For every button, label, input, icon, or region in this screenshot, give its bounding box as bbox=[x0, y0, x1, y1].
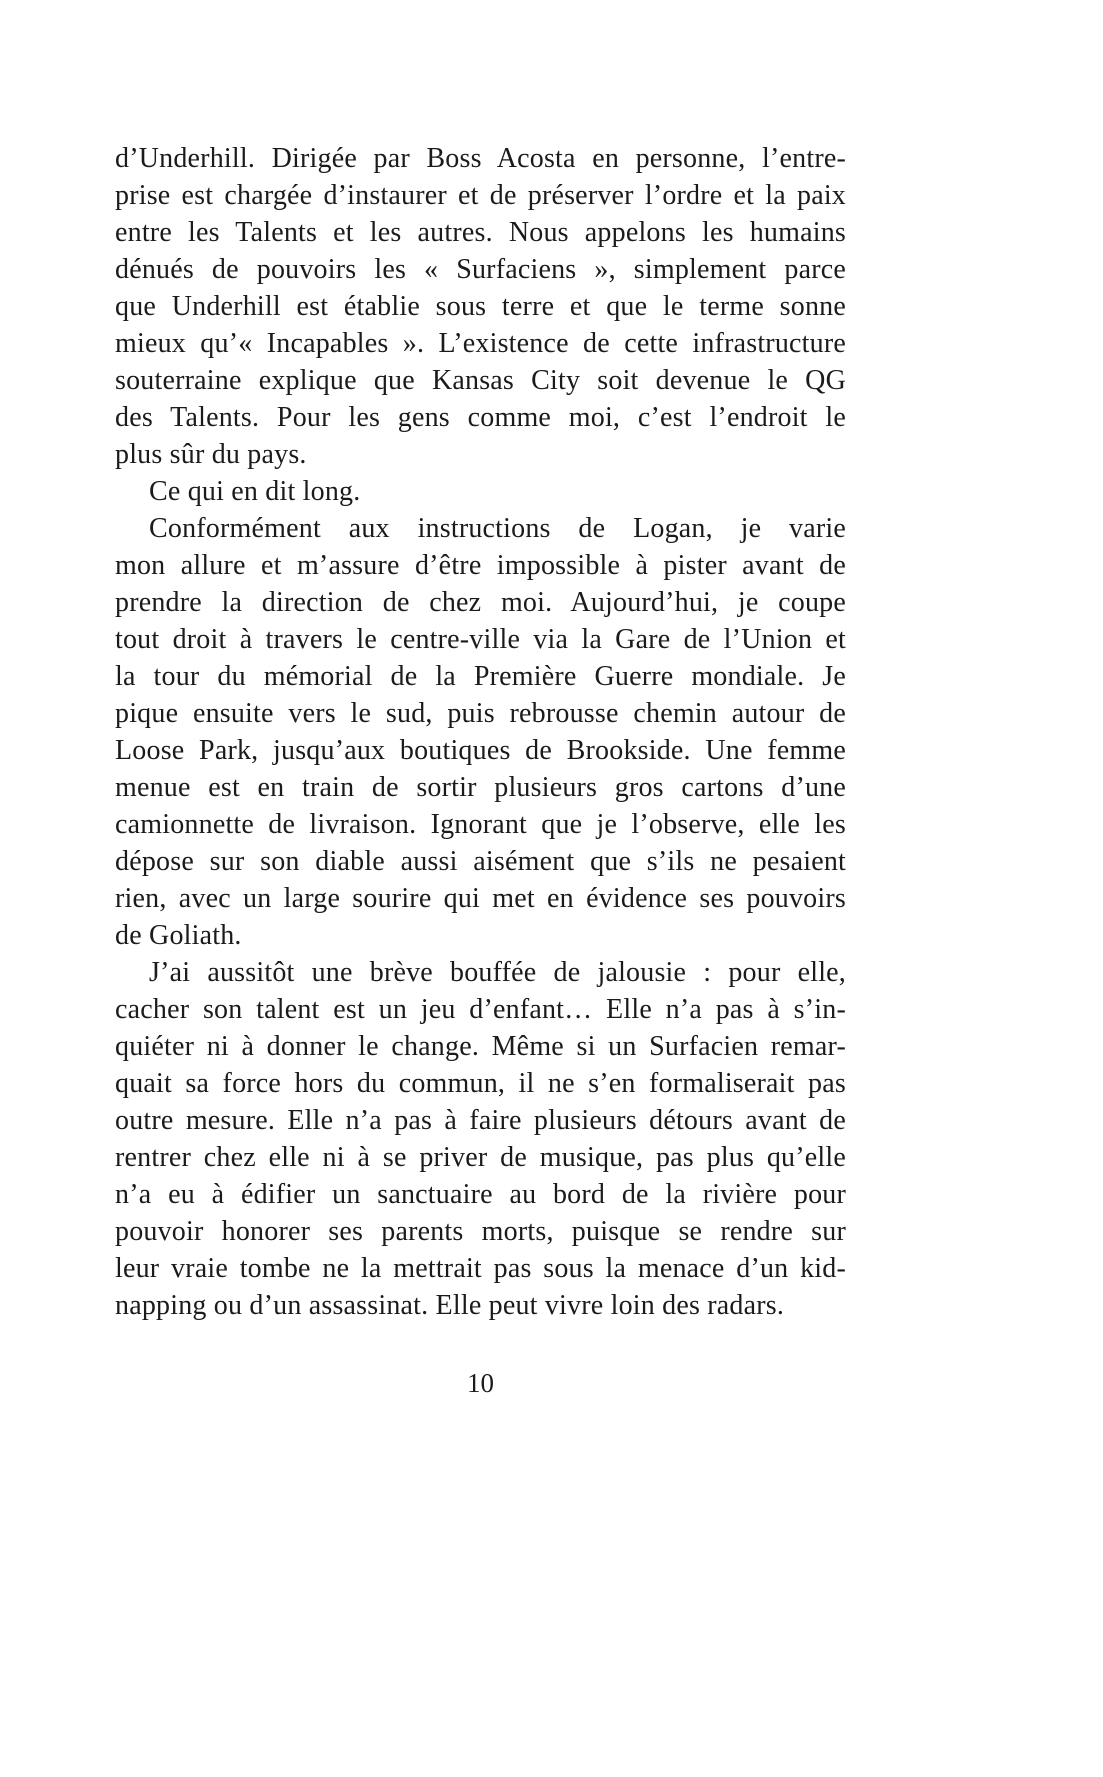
text-line: pouvoir honorer ses parents morts, puisque se rendre sur bbox=[115, 1216, 846, 1247]
text-line: d’Underhill. Dirigée par Boss Acosta en personne, l’entre- bbox=[115, 143, 846, 174]
text-line: des Talents. Pour les gens comme moi, c’est l’endroit le bbox=[115, 402, 846, 433]
paragraph bbox=[115, 140, 846, 473]
text-line: camionnette de livraison. Ignorant que je l’observe, elle les bbox=[115, 809, 846, 840]
text-line: plus sûr du pays. bbox=[115, 439, 307, 470]
text-line: menue est en train de sortir plusieurs gros cartons d’une bbox=[115, 772, 846, 803]
text-line: J’ai aussitôt une brève bouffée de jalousie : pour elle, bbox=[149, 957, 846, 988]
text-line: souterraine explique que Kansas City soit devenue le QG bbox=[115, 365, 846, 396]
text-line: de Goliath. bbox=[115, 920, 242, 951]
text-line: Loose Park, jusqu’aux boutiques de Brookside. Une femme bbox=[115, 735, 846, 766]
text-line: rien, avec un large sourire qui met en évidence ses pouvoirs bbox=[115, 883, 846, 914]
text-line: Ce qui en dit long. bbox=[149, 476, 361, 507]
text-line: quait sa force hors du commun, il ne s’en formaliserait pas bbox=[115, 1068, 846, 1099]
paragraph bbox=[115, 954, 846, 1324]
text-line: que Underhill est établie sous terre et que le terme sonne bbox=[115, 291, 846, 322]
text-line: mieux qu’« Incapables ». L’existence de cette infrastructure bbox=[115, 328, 846, 359]
text-line: leur vraie tombe ne la mettrait pas sous la menace d’un kid- bbox=[115, 1253, 846, 1284]
paragraph bbox=[115, 510, 846, 954]
text-line: rentrer chez elle ni à se priver de musique, pas plus qu’elle bbox=[115, 1142, 846, 1173]
text-line: tout droit à travers le centre-ville via la Gare de l’Union et bbox=[115, 624, 846, 655]
text-line: Conformément aux instructions de Logan, je varie bbox=[149, 513, 846, 544]
text-line: napping ou d’un assassinat. Elle peut vivre loin des radars. bbox=[115, 1290, 785, 1321]
text-line: outre mesure. Elle n’a pas à faire plusieurs détours avant de bbox=[115, 1105, 846, 1136]
text-line: n’a eu à édifier un sanctuaire au bord de la rivière pour bbox=[115, 1179, 846, 1210]
text-line: la tour du mémorial de la Première Guerre mondiale. Je bbox=[115, 661, 846, 692]
text-block bbox=[115, 140, 846, 1324]
text-line: quiéter ni à donner le change. Même si un Surfacien remar- bbox=[115, 1031, 846, 1062]
text-line: dépose sur son diable aussi aisément que s’ils ne pesaient bbox=[115, 846, 846, 877]
paragraph bbox=[115, 473, 846, 510]
text-line: prise est chargée d’instaurer et de préserver l’ordre et la paix bbox=[115, 180, 846, 211]
text-line: prendre la direction de chez moi. Aujourd’hui, je coupe bbox=[115, 587, 846, 618]
text-line: cacher son talent est un jeu d’enfant… Elle n’a pas à s’in- bbox=[115, 994, 846, 1025]
text-line: entre les Talents et les autres. Nous appelons les humains bbox=[115, 217, 846, 248]
text-line: dénués de pouvoirs les « Surfaciens », simplement parce bbox=[115, 254, 846, 285]
text-line: mon allure et m’assure d’être impossible à pister avant de bbox=[115, 550, 846, 581]
text-line: pique ensuite vers le sud, puis rebrousse chemin autour de bbox=[115, 698, 846, 729]
page-number: 10 bbox=[467, 1368, 494, 1398]
